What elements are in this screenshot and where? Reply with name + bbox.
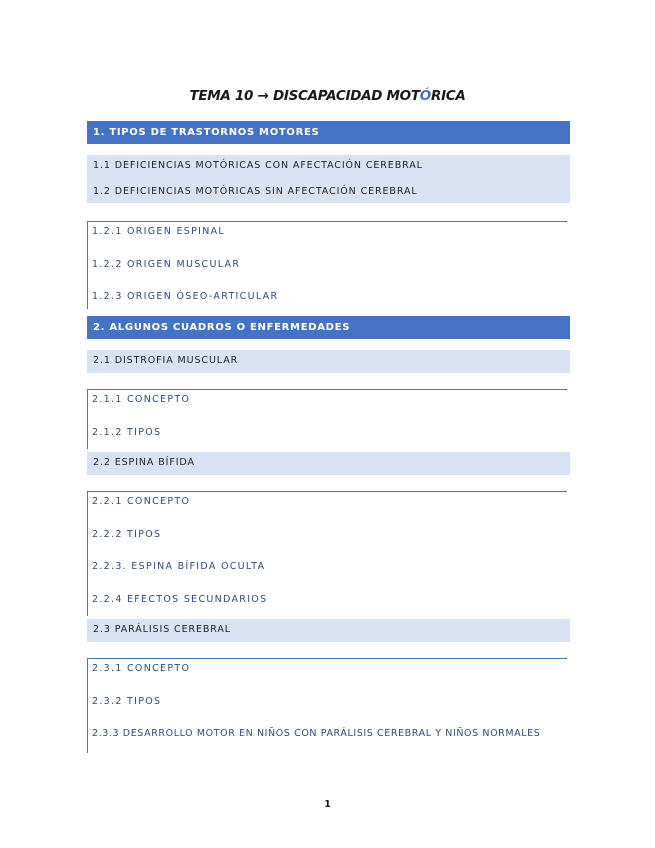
subsection-block-2-1 <box>87 350 570 373</box>
list-item: 2.3.2 TIPOS <box>92 696 162 707</box>
section-heading-1: 1. TIPOS DE TRASTORNOS MOTORES <box>87 121 570 144</box>
list-item: 2.2.2 TIPOS <box>92 529 162 540</box>
section-heading-2: 2. ALGUNOS CUADROS O ENFERMEDADES <box>87 316 570 339</box>
title-prefix: TEMA 10 → DISCAPACIDAD MOT <box>189 88 420 104</box>
list-item: 1.2.2 ORIGEN MUSCULAR <box>92 259 241 270</box>
subsection-heading: 1.2 DEFICIENCIAS MOTÓRICAS SIN AFECTACIÓN CEREBRAL <box>93 186 418 197</box>
list-item: 2.2.3. ESPINA BÍFIDA OCULTA <box>92 561 266 572</box>
subsection-heading: 2.3 PARÁLISIS CEREBRAL <box>93 624 232 635</box>
subsection-heading: 1.1 DEFICIENCIAS MOTÓRICAS CON AFECTACIÓN CEREBRAL <box>93 160 423 171</box>
list-item: 1.2.1 ORIGEN ESPINAL <box>92 226 226 237</box>
subsection-heading: 2.1 DISTROFIA MUSCULAR <box>93 355 239 366</box>
list-item: 2.2.1 CONCEPTO <box>92 496 191 507</box>
subsection-block-1-1 <box>87 155 570 203</box>
page-number: 1 <box>324 799 331 810</box>
subsection-block-2-3 <box>87 619 570 642</box>
list-item: 2.1.2 TIPOS <box>92 427 162 438</box>
title-accent-letter: Ó <box>419 88 431 104</box>
subsection-block-2-2 <box>87 452 570 475</box>
title-suffix: RICA <box>430 88 466 104</box>
subsection-heading: 2.2 ESPINA BÍFIDA <box>93 457 195 468</box>
page-title <box>0 88 655 104</box>
list-item: 2.1.1 CONCEPTO <box>92 394 191 405</box>
list-item: 2.3.3 DESARROLLO MOTOR EN NIÑOS CON PARÁLISIS CEREBRAL Y NIÑOS NORMALES <box>92 728 541 739</box>
list-item: 1.2.3 ORIGEN ÓSEO-ARTICULAR <box>92 291 279 302</box>
list-item: 2.3.1 CONCEPTO <box>92 663 191 674</box>
list-item: 2.2.4 EFECTOS SECUNDARIOS <box>92 594 268 605</box>
